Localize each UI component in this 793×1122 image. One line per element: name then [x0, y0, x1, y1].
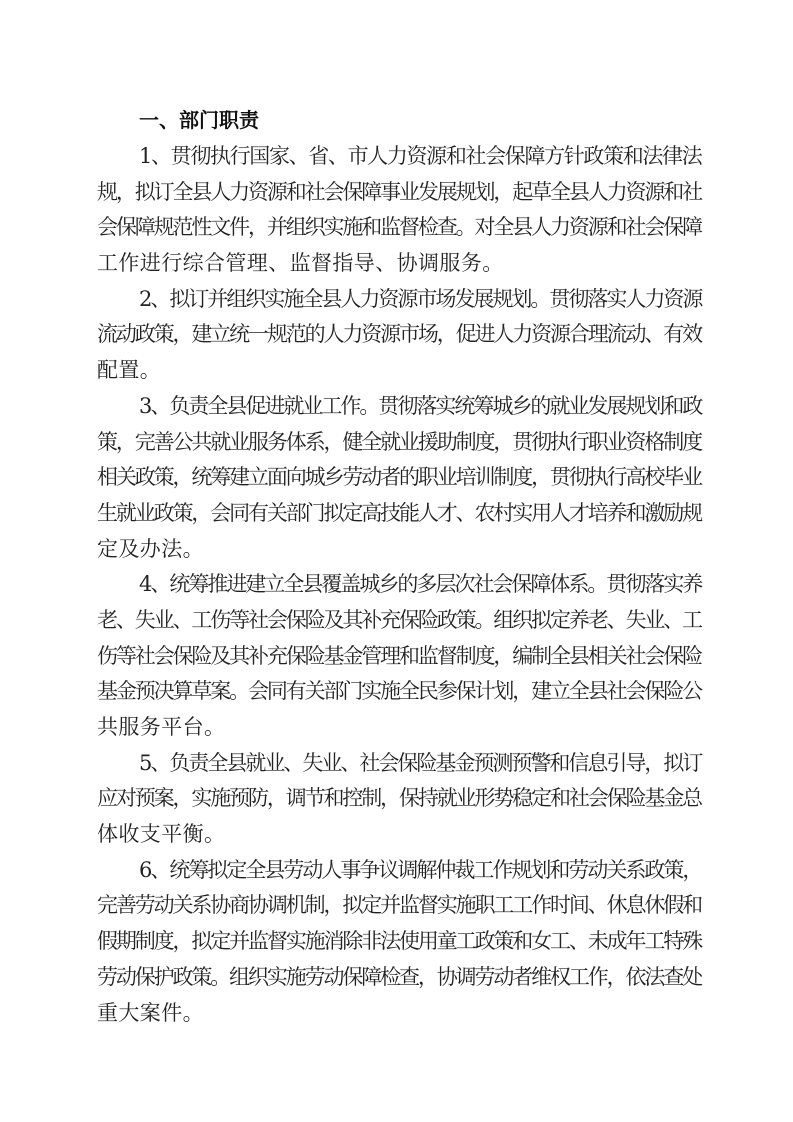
paragraph-line: 2、拟订并组织实施全县人力资源市场发展规划。贯彻落实人力资源	[139, 286, 702, 311]
paragraph-line: 4、统筹推进建立全县覆盖城乡的多层次社会保障体系。贯彻落实养	[139, 572, 702, 597]
paragraph-line: 配置。	[97, 358, 162, 383]
paragraph-line: 劳动保护政策。组织实施劳动保障检查，协调劳动者维权工作，依法查处	[97, 964, 701, 989]
paragraph	[97, 389, 701, 567]
paragraph-line: 老、失业、工伤等社会保险及其补充保险政策。组织拟定养老、失业、工	[97, 607, 701, 632]
paragraph-line: 基金预决算草案。会同有关部门实施全民参保计划，建立全县社会保险公	[97, 679, 701, 704]
paragraph-line: 重大案件。	[97, 1000, 204, 1025]
paragraph-line: 5、负责全县就业、失业、社会保险基金预测预警和信息引导，拟订	[139, 750, 702, 775]
paragraph-line: 体收支平衡。	[97, 822, 226, 847]
paragraph-line: 完善劳动关系协商协调机制，拟定并监督实施职工工作时间、休息休假和	[97, 893, 701, 918]
paragraph	[97, 282, 701, 389]
paragraph	[97, 567, 701, 745]
paragraph-line: 假期制度，拟定并监督实施消除非法使用童工政策和女工、未成年工特殊	[97, 929, 701, 954]
paragraph-line: 1、贯彻执行国家、省、市人力资源和社会保障方针政策和法律法	[139, 144, 702, 168]
paragraph-line: 会保障规范性文件，并组织实施和监督检查。对全县人力资源和社会保障	[97, 215, 701, 240]
paragraph-line: 共服务平台。	[97, 715, 226, 739]
paragraph-line: 工作进行综合管理、监督指导、协调服务。	[97, 251, 504, 276]
paragraph	[97, 139, 701, 282]
paragraph-line: 相关政策，统筹建立面向城乡劳动者的职业培训制度，贯彻执行高校毕业	[97, 465, 701, 490]
paragraph-line: 流动政策，建立统一规范的人力资源市场，促进人力资源合理流动、有效	[97, 322, 701, 347]
paragraph-line: 应对预案，实施预防，调节和控制，保持就业形势稳定和社会保险基金总	[97, 786, 701, 811]
paragraph-line: 定及办法。	[97, 536, 204, 561]
paragraph	[97, 853, 701, 1031]
paragraph	[97, 746, 701, 853]
paragraph-line: 伤等社会保险及其补充保险基金管理和监督制度，编制全县相关社会保险	[97, 643, 701, 668]
paragraph-line: 3、负责全县促进就业工作。贯彻落实统筹城乡的就业发展规划和政	[139, 393, 702, 418]
paragraph-line: 6、统筹拟定全县劳动人事争议调解仲裁工作规划和劳动关系政策，	[139, 857, 702, 882]
paragraph-line: 策，完善公共就业服务体系，健全就业援助制度，贯彻执行职业资格制度	[97, 429, 701, 454]
paragraph-line: 规，拟订全县人力资源和社会保障事业发展规划，起草全县人力资源和社	[97, 179, 701, 204]
section-heading: 一、部门职责	[139, 108, 259, 132]
document-body	[97, 139, 701, 1031]
paragraph-line: 生就业政策，会同有关部门拟定高技能人才、农村实用人才培养和激励规	[97, 500, 701, 525]
